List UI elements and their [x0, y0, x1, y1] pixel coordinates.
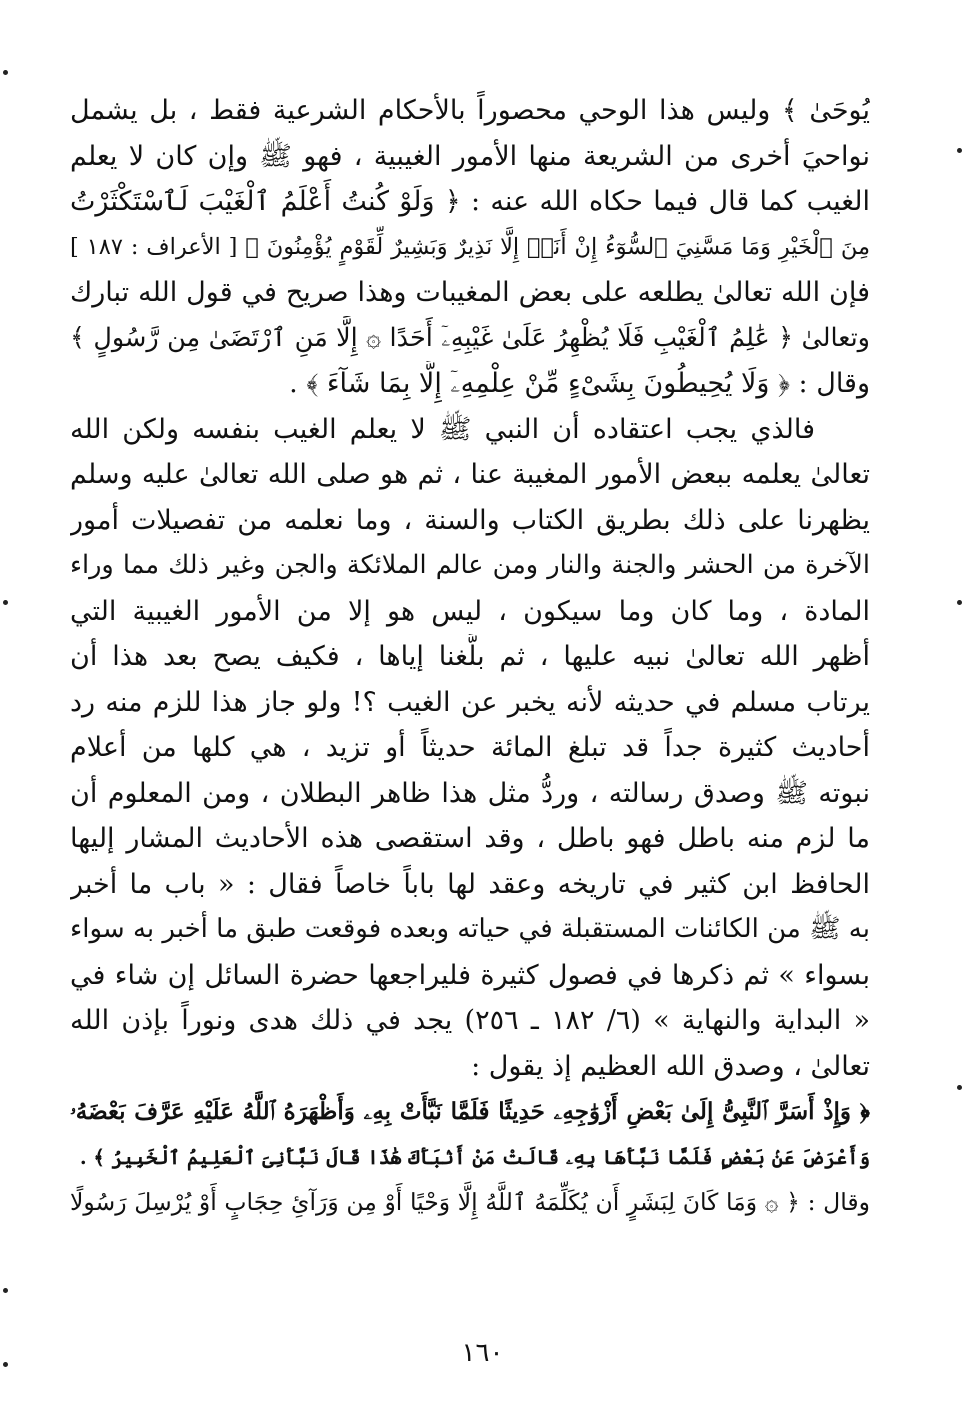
- text-line: به ﷺ من الكائنات المستقبلة في حياته وبعده فوقعت طبق ما أخبر به سواء: [70, 914, 870, 944]
- text-line: وقال : ﴿ ۞ وَمَا كَانَ لِبَشَرٍ أَن يُكَلِّمَهُ ٱللَّهُ إِلَّا وَحْيًا أَوْ مِن وَرَآئِ حِجَابٍ أَوْ يُرْسِلَ رَسُولًا: [70, 1188, 870, 1216]
- text-line: ما لزم منه باطل فهو باطل ، وقد استقصى هذه الأحاديث المشار إليها: [70, 823, 870, 854]
- text-line: المادة ، وما كان وما سيكون ، ليس هو إلا من الأمور الغيبية التي: [70, 595, 870, 627]
- scan-mark: [3, 600, 8, 605]
- scan-mark: [3, 1362, 8, 1367]
- text-line: نبوته ﷺ وصدق رسالته ، وردُّ مثل هذا ظاهر البطلان ، ومن المعلوم أن: [70, 777, 870, 809]
- page-text-block: [70, 88, 870, 1318]
- text-line: بسواء » ثم ذكرها في فصول كثيرة فليراجعها حضرة السائل إن شاء في: [70, 959, 870, 991]
- text-line: « البداية والنهاية » (٦/ ١٨٢ ـ ٢٥٦) يجد في ذلك هدى ونوراً بإذن الله: [70, 1005, 870, 1036]
- scan-mark: [957, 1085, 962, 1090]
- text-line: وقال : ﴿ وَلَا يُحِيطُونَ بِشَىْءٍ مِّنْ عِلْمِهِۦٓ إِلَّا بِمَا شَآءَ ﴾ .: [289, 368, 870, 399]
- text-line: يُوحَىٰ ﴾ وليس هذا الوحي محصوراً بالأحكام الشرعية فقط ، بل يشمل: [70, 95, 870, 126]
- text-line: يرتاب مسلم في حديثه لأنه يخبر عن الغيب ؟! ولو جاز هذا للزم منه رد: [70, 686, 870, 718]
- scan-mark: [3, 1288, 8, 1293]
- scan-mark: [957, 148, 962, 153]
- text-line: مِنَ ٱلْخَيْرِ وَمَا مَسَّنِيَ ٱلسُّوٓءُ إِنْ أَنَا۠ إِلَّا نَذِيرٌ وَبَشِيرٌ لِّقَوْمٍ يُؤْمِنُونَ ﴾ [ الأعراف : ١٨٧ ]: [70, 233, 870, 260]
- text-line: الحافظ ابن كثير في تاريخه وعقد لها باباً خاصاً فقال : « باب ما أخبر: [70, 868, 870, 900]
- text-line: فإن الله تعالىٰ يطلعه على بعض المغيبات وهذا صريح في قول الله تبارك: [70, 277, 870, 308]
- text-line: فالذي يجب اعتقاده أن النبي ﷺ لا يعلم الغيب بنفسه ولكن الله: [70, 413, 815, 445]
- quran-verse-line: وَأَعْرَضَ عَنۢ بَعْضٍ فَلَمَّا نَبَّأَهَا بِهِۦ قَالَتْ مَنْ أَنۢبَأَكَ هَٰذَا قَالَ نَبَّأَنِىَ ٱلْعَلِيمُ ٱلْخَبِيرُ ﴾ .: [79, 1145, 870, 1169]
- text-line: الآخرة من الحشر والجنة والنار ومن عالم الملائكة والجن وغير ذلك مما وراء: [70, 550, 870, 580]
- text-line: أظهر الله تعالىٰ نبيه عليها ، ثم بلَّغنا إياها ، فكيف يصح بعد هذا أن: [70, 641, 870, 672]
- text-line: يظهرنا على ذلك بطريق الكتاب والسنة ، وما نعلمه من تفصيلات أمور: [70, 504, 870, 536]
- text-line: أحاديث كثيرة جداً قد تبلغ المائة حديثاً أو تزيد ، هي كلها من أعلام: [70, 732, 870, 763]
- page-number: ١٦٠: [461, 1338, 504, 1368]
- text-line: وتعالىٰ ﴿ عَٰلِمُ ٱلْغَيْبِ فَلَا يُظْهِرُ عَلَىٰ غَيْبِهِۦٓ أَحَدًا ۞ إِلَّا مَنِ ٱرْتَضَىٰ مِن رَّسُولٍ ﴾: [70, 322, 870, 353]
- scan-mark: [957, 600, 962, 605]
- text-line: تعالىٰ يعلمه ببعض الأمور المغيبة عنا ، ثم هو صلى الله تعالىٰ عليه وسلم: [70, 459, 870, 490]
- text-line: نواحيَ أخرى من الشريعة منها الأمور الغيبية ، فهو ﷺ وإن كان لا يعلم: [70, 140, 870, 172]
- text-line: الغيب كما قال فيما حكاه الله عنه : ﴿ وَلَوْ كُنتُ أَعْلَمُ ٱلْغَيْبَ لَٱسْتَكْثَرْتُ: [70, 186, 870, 217]
- text-line: تعالىٰ ، وصدق الله العظيم إذ يقول :: [471, 1050, 870, 1082]
- quran-verse-line: ﴿ وَإِذْ أَسَرَّ ٱلنَّبِىُّ إِلَىٰ بَعْضِ أَزْوَٰجِهِۦ حَدِيثًا فَلَمَّا نَبَّأَتْ بِهِۦ وَأَظْهَرَهُ ٱللَّهُ عَلَيْهِ عَرَّفَ بَعْضَهُۥ: [70, 1098, 870, 1125]
- scan-mark: [3, 70, 8, 75]
